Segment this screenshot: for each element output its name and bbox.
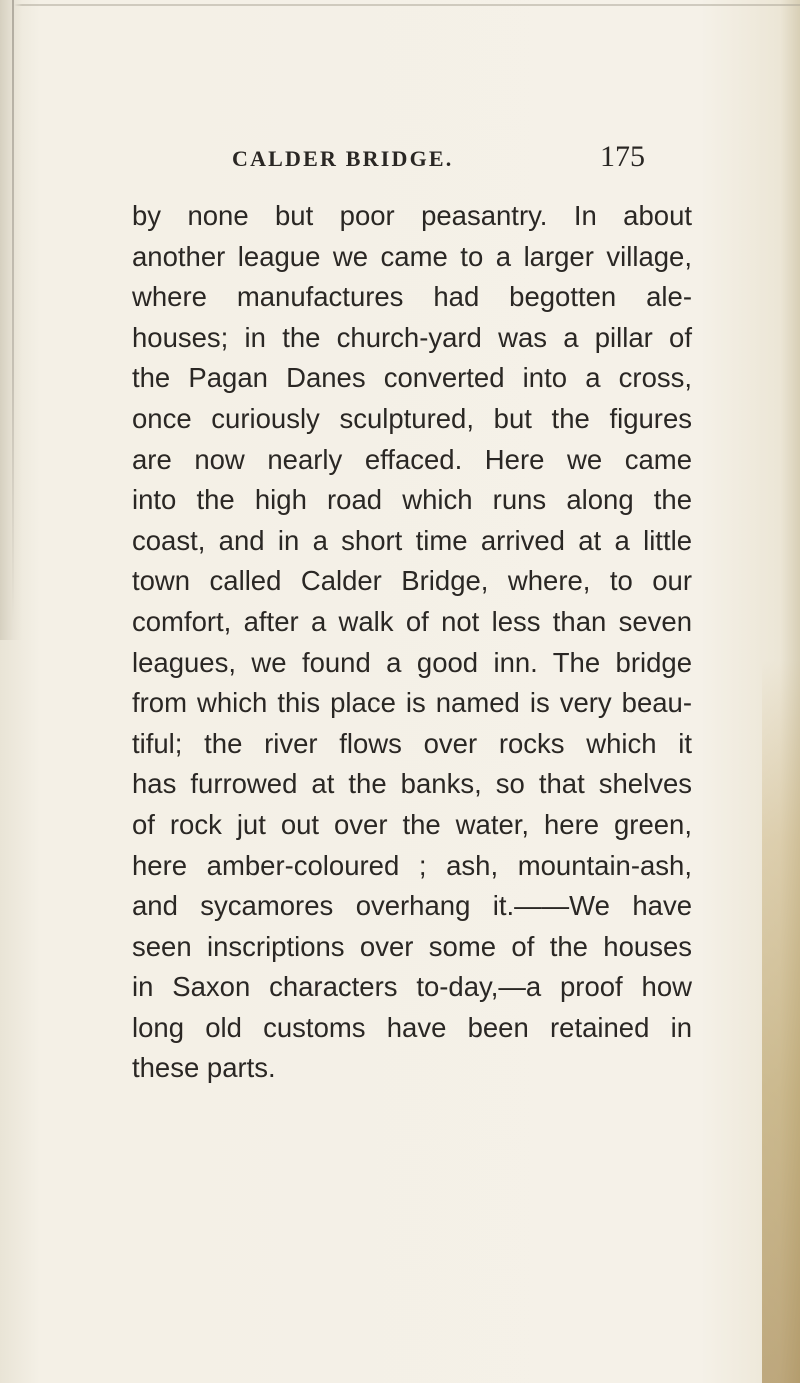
text-line: leagues, we found a good inn. The bridge (132, 646, 692, 678)
text-line: has furrowed at the banks, so that shelves (132, 768, 692, 800)
text-line: tiful; the river flows over rocks which it (132, 727, 692, 759)
running-head (0, 140, 800, 180)
running-head-title: CALDER BRIDGE. (232, 146, 454, 171)
top-edge-rule (0, 4, 800, 6)
text-line: comfort, after a walk of not less than seven (132, 605, 692, 637)
text-line: and sycamores overhang it.——We have (132, 890, 692, 922)
text-line: in Saxon characters to-day,—a proof how (132, 971, 692, 1003)
text-line: from which this place is named is very beau- (132, 687, 692, 719)
text-line: once curiously sculptured, but the figures (132, 402, 692, 434)
text-line: houses; in the church-yard was a pillar of (132, 321, 692, 353)
binding-shadow (0, 0, 22, 640)
text-line: long old customs have been retained in (132, 1011, 692, 1043)
body-text (132, 196, 692, 1089)
text-line: here amber-coloured ; ash, mountain-ash, (132, 849, 692, 881)
text-line: where manufactures had begotten ale- (132, 281, 692, 313)
text-line: are now nearly effaced. Here we came (132, 443, 692, 475)
foxing-stain (762, 660, 800, 1383)
text-line: the Pagan Danes converted into a cross, (132, 362, 692, 394)
page-number: 175 (600, 140, 645, 173)
text-line: of rock jut out over the water, here green, (132, 808, 692, 840)
text-line: coast, and in a short time arrived at a little (132, 524, 692, 556)
text-line: these parts. (132, 1052, 276, 1084)
text-line: seen inscriptions over some of the houses (132, 930, 692, 962)
binding-edge-line (12, 0, 14, 620)
text-line: another league we came to a larger village, (132, 240, 692, 272)
text-line: by none but poor peasantry. In about (132, 200, 692, 231)
text-line: into the high road which runs along the (132, 484, 692, 516)
text-line: town called Calder Bridge, where, to our (132, 565, 692, 597)
